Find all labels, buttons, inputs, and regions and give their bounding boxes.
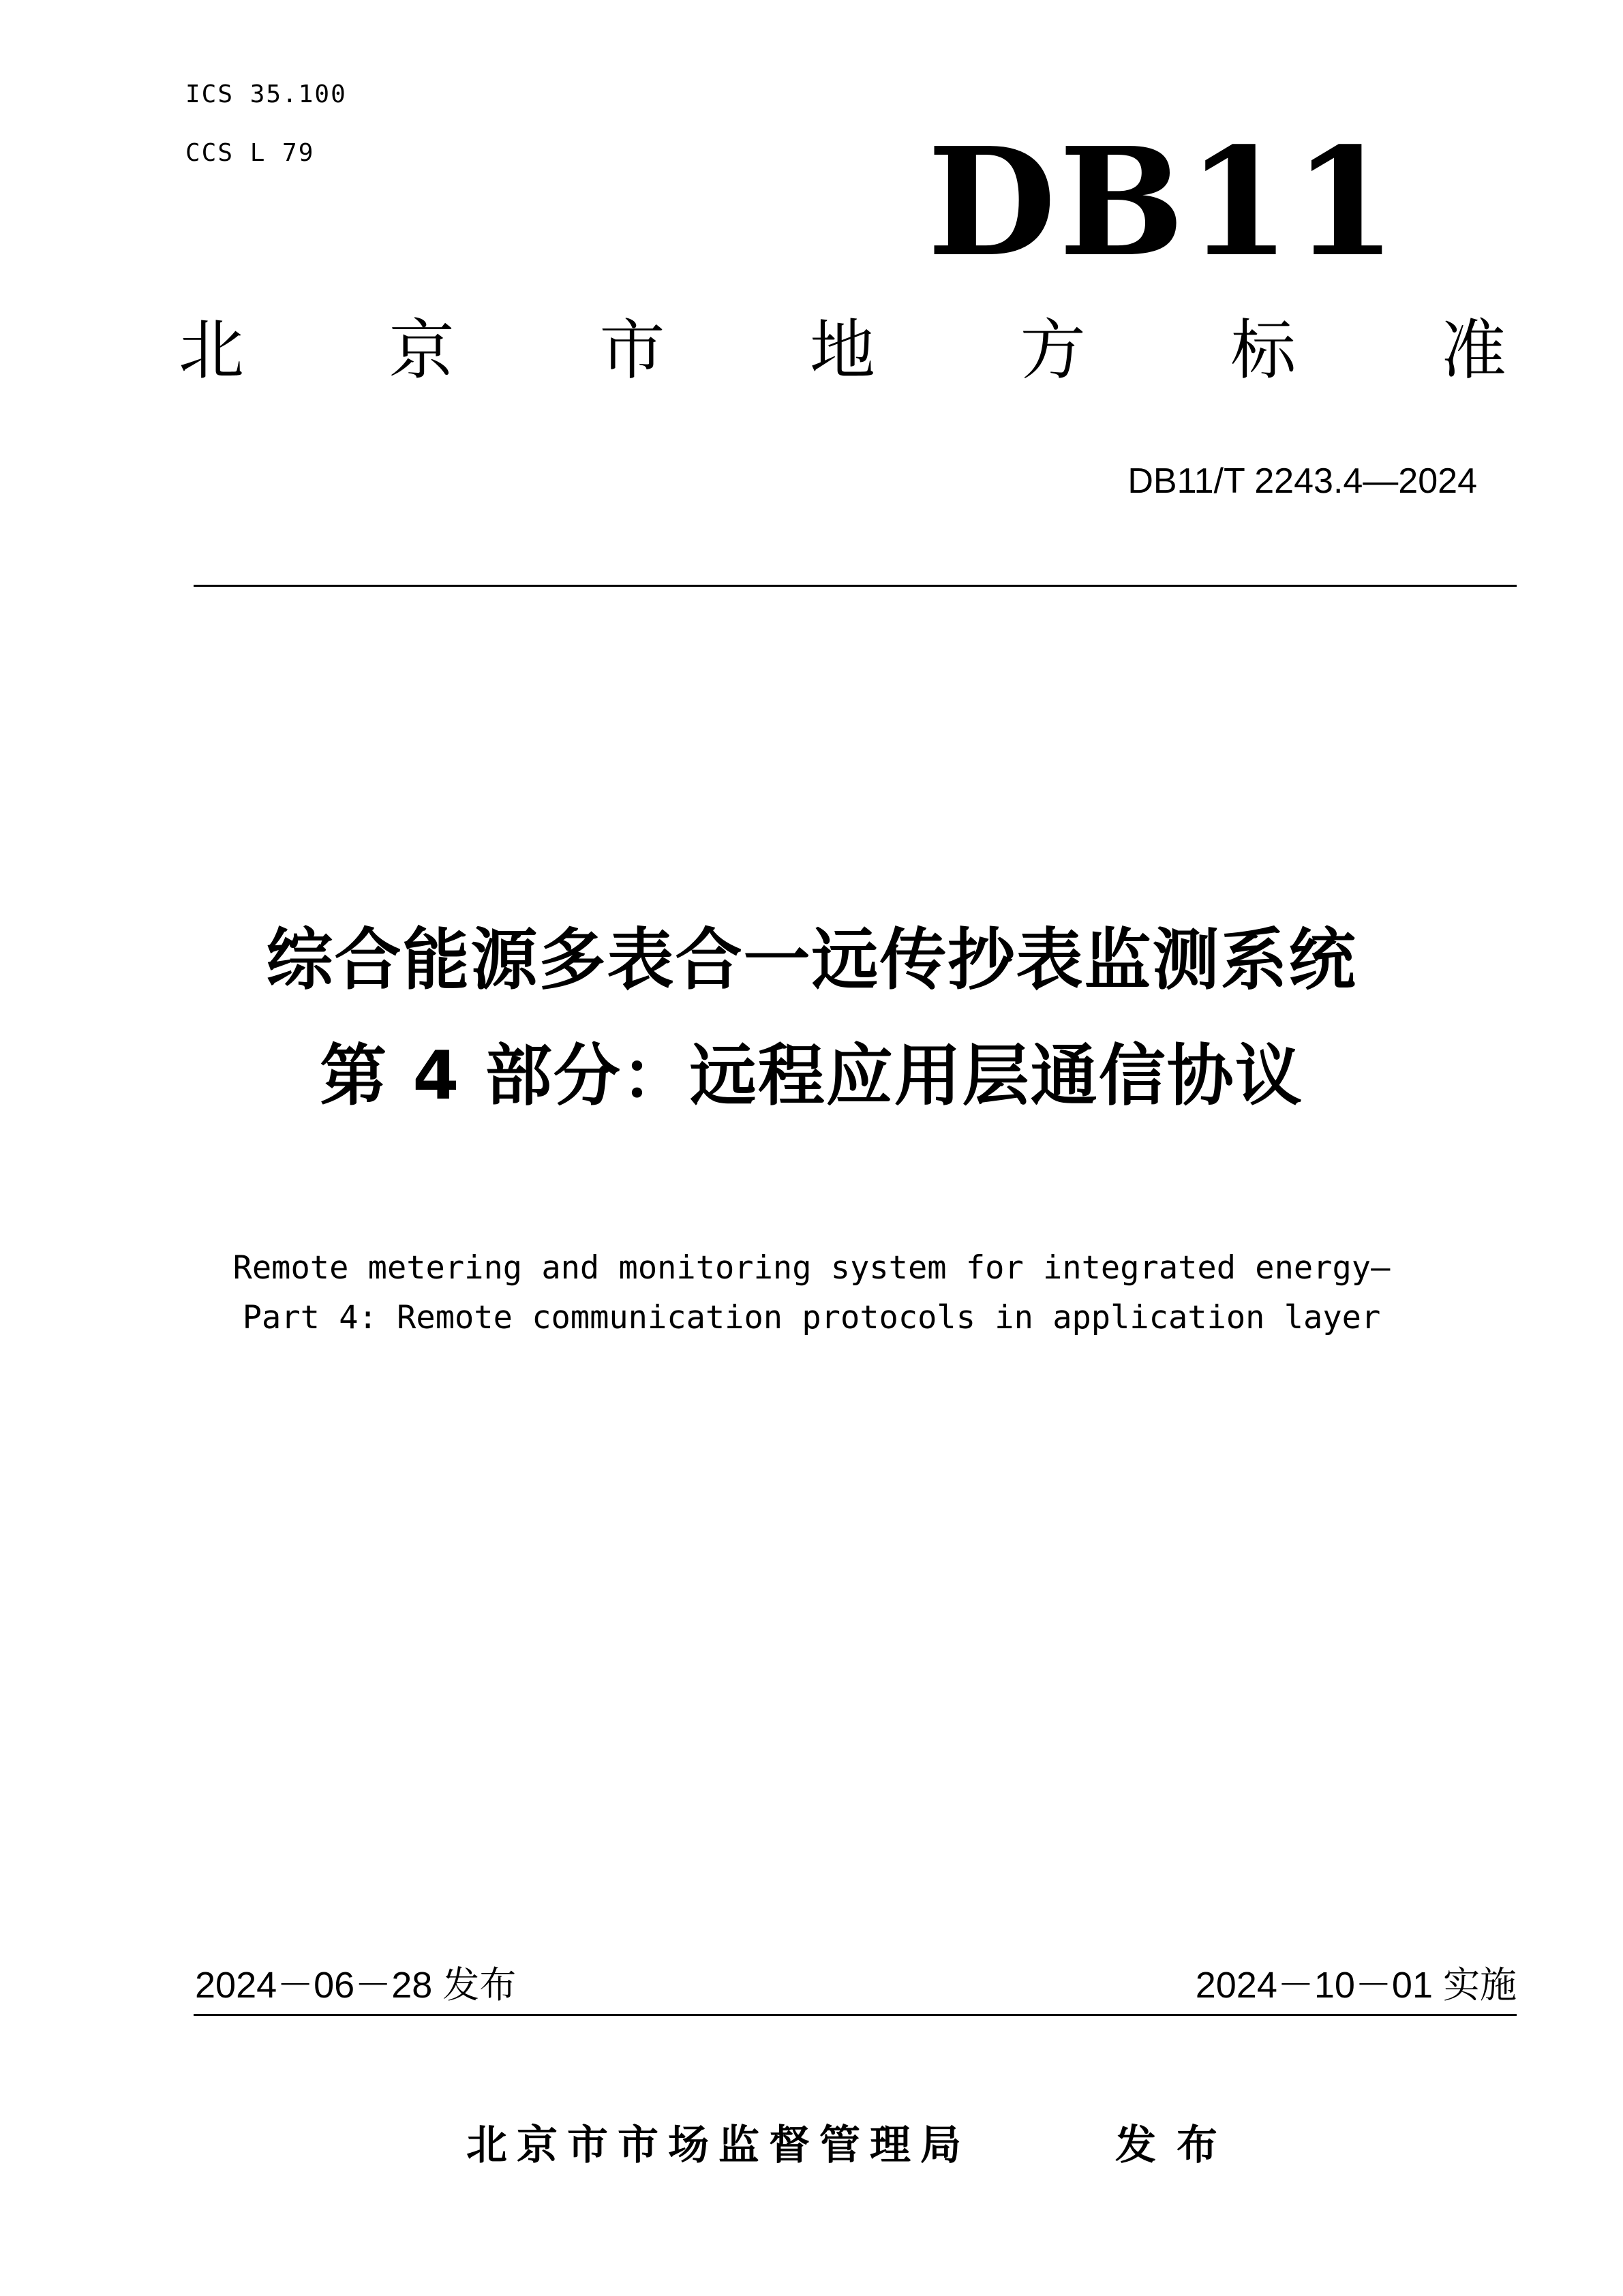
ccs-code: CCS L 79 [185, 139, 315, 167]
standard-type-char: 市 [599, 312, 665, 388]
chinese-title-line-1: 综合能源多表合一远传抄表监测系统 [266, 921, 1357, 999]
standard-type-char: 方 [1020, 312, 1086, 388]
standard-type-char: 北 [179, 312, 244, 388]
publisher-name: 北京市市场监督管理局 [466, 2122, 971, 2169]
english-title-line-1: Remote metering and monitoring system for integrated energy— [232, 1249, 1391, 1287]
implementation-date: 2024－10－01 实施 [1195, 1965, 1517, 2006]
english-title-line-2: Part 4: Remote communication protocols in application layer [242, 1299, 1381, 1336]
ics-code: ICS 35.100 [185, 80, 347, 108]
chinese-title-line-2: 第 4 部分：远程应用层通信协议 [320, 1037, 1303, 1115]
standard-type-heading [179, 312, 1506, 388]
document-number: DB11/T 2243.4—2024 [1127, 461, 1477, 501]
standard-type-char: 京 [389, 312, 455, 388]
header-divider [194, 585, 1517, 587]
issue-date: 2024－06－28 发布 [195, 1965, 517, 2006]
footer-divider [194, 2014, 1517, 2016]
standard-type-char: 准 [1440, 312, 1506, 388]
publish-label: 发布 [1115, 2122, 1238, 2169]
standard-type-char: 地 [809, 312, 875, 388]
standard-type-char: 标 [1230, 312, 1296, 388]
db11-logo: DB11 [927, 115, 1399, 290]
